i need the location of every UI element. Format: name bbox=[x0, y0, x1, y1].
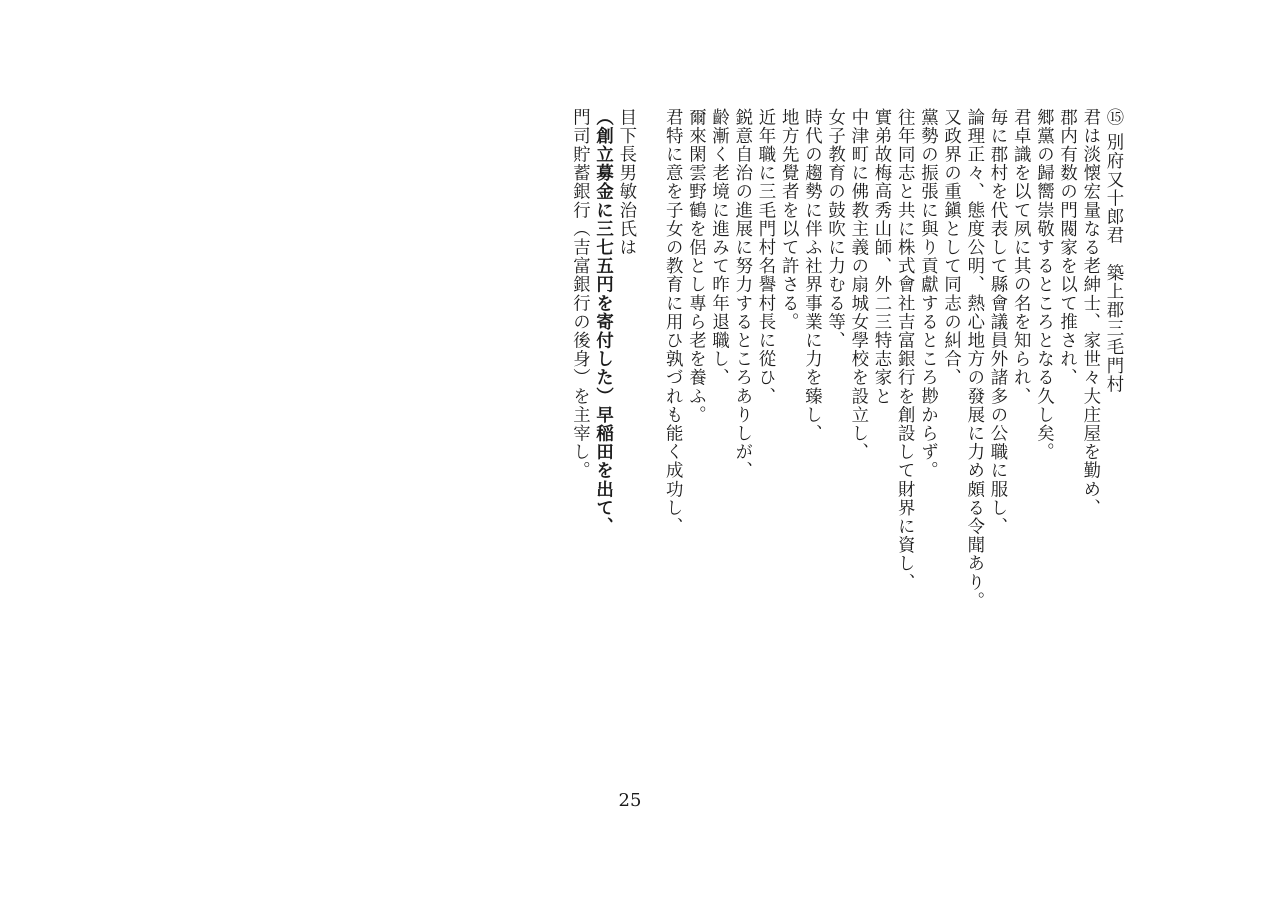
text-column-22: 目下長男敏治氏は bbox=[615, 108, 636, 257]
page-number: 25 bbox=[618, 790, 642, 811]
text-column-19: 爾來閑雲野鶴を侶とし專ら老を養ふ。 bbox=[685, 108, 706, 425]
text-column-23: （創立募金に三七五円を寄付した）早稲田を出て、 bbox=[592, 108, 613, 536]
text-column-3: 郡内有数の門閥家を以て推され、 bbox=[1056, 108, 1077, 387]
text-column-10: 往年同志と共に株式會社吉富銀行を創設して財界に資し、 bbox=[894, 108, 915, 592]
text-column-20: 君特に意を子女の教育に用ひ孰づれも能く成功し、 bbox=[662, 108, 683, 536]
text-column-17: 鋭意自治の進展に努力するところありしが、 bbox=[731, 108, 752, 480]
text-column-4: 郷黨の歸嚮崇敬するところとなる久し矣。 bbox=[1033, 108, 1054, 462]
text-column-1: ⑮ 別府又十郎君 築上郡三毛門村 bbox=[1103, 108, 1123, 394]
text-column-9: 黨勢の振張に與り貢獻するところ尠からず。 bbox=[917, 108, 938, 480]
text-column-11: 實弟故梅高秀山師、外二三特志家と bbox=[871, 108, 891, 406]
text-column-2: 君は淡懐宏量なる老紳士、家世々大庄屋を勤め、 bbox=[1079, 108, 1100, 518]
text-column-5: 君卓識を以て夙に其の名を知られ、 bbox=[1010, 108, 1031, 406]
text-column-15: 地方先覺者を以て許さる。 bbox=[778, 108, 799, 332]
text-column-6: 毎に郡村を代表して縣會議員外諸多の公職に服し、 bbox=[987, 108, 1007, 536]
text-column-8: 又政界の重鎭として同志の糾合、 bbox=[940, 108, 961, 387]
text-column-24: 門司貯蓄銀行（吉富銀行の後身）を主宰し。 bbox=[569, 108, 590, 480]
text-column-13: 女子教育の鼓吹に力むる等、 bbox=[824, 108, 845, 350]
text-column-12: 中津町に佛教主義の扇城女學校を設立し、 bbox=[847, 108, 868, 462]
text-column-18: 齡漸く老境に進みて昨年退職し、 bbox=[708, 108, 729, 387]
text-column-21 bbox=[637, 108, 661, 768]
text-column-7: 論理正々、態度公明、熱心地方の發展に力め頗る令聞あり。 bbox=[963, 108, 984, 611]
text-column-16: 近年職に三毛門村名譽村長に從ひ、 bbox=[755, 108, 775, 406]
text-column-14: 時代の趨勢に伴ふ社界事業に力を臻し、 bbox=[801, 108, 822, 443]
